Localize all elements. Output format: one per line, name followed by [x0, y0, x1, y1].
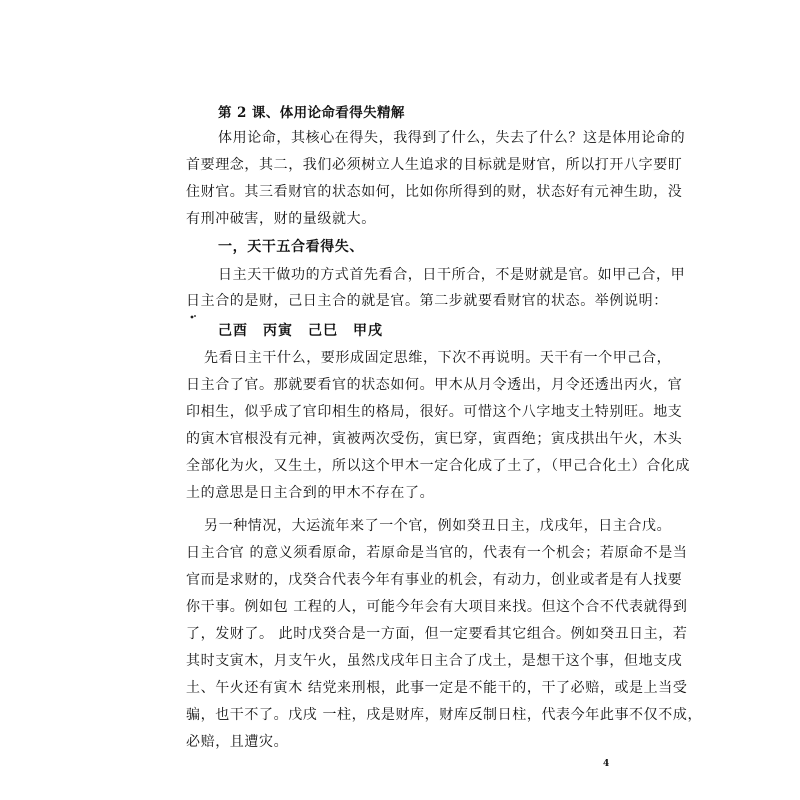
- paragraph-4-line-4: 你干事。例如包 工程的人，可能今年会有大项目来找。但这个合不代表就得到: [186, 599, 688, 615]
- paragraph-3-line-3: 印相生，似乎成了官印相生的格局，很好。可惜这个八字地支土特别旺。地支: [186, 404, 683, 420]
- paragraph-1-line-2: 首要理念，其二，我们必须树立人生追求的目标就是财官，所以打开八字要盯: [186, 157, 683, 173]
- paragraph-4-line-1: 另一种情况，大运流年来了一个官，例如癸丑日主，戊戌年，日主合戊。: [204, 518, 672, 534]
- paragraph-4-line-3: 官而是求财的，戊癸合代表今年有事业的机会，有动力，创业或者是有人找要: [186, 572, 683, 588]
- paragraph-2-line-1: 日主天干做功的方式首先看合，日干所合，不是财就是官。如甲己合，甲: [218, 267, 686, 283]
- lesson-title: 第 2 课、体用论命看得失精解: [218, 105, 405, 121]
- paragraph-3-line-1: 先看日主干什么，要形成固定思维，下次不再说明。天干有一个甲己合，: [204, 350, 672, 366]
- paragraph-3-line-6: 土的意思是日主合到的甲木不存在了。: [186, 485, 435, 501]
- paragraph-1-line-3: 住财官。其三看财官的状态如何，比如你所得到的财，状态好有元神生助，没: [186, 184, 683, 200]
- example-pillars: 己酉 丙寅 己巳 甲戌: [218, 323, 383, 339]
- section-heading: 一，天干五合看得失、: [218, 239, 364, 255]
- paragraph-4-line-8: 骗，也干不了。戊戌 一柱，戌是财库，财库反制日柱，代表今年此事不仅不成，: [186, 707, 703, 723]
- page-number: 4: [603, 759, 610, 769]
- paragraph-3-line-4: 的寅木官根没有元神，寅被两次受伤，寅巳穿，寅酉绝；寅戌拱出午火，木头: [186, 431, 683, 447]
- paragraph-4-line-7: 土、午火还有寅木 结党来刑根，此事一定是不能干的，干了必赔，或是上当受: [186, 680, 688, 696]
- paragraph-1-line-4: 有刑冲破害，财的量级就大。: [186, 211, 376, 227]
- paragraph-2-line-2: 日主合的是财，己日主合的就是官。第二步就要看财官的状态。举例说明：: [186, 293, 668, 309]
- paragraph-4-line-2: 日主合官 的意义须看原命，若原命是当官的，代表有一个机会；若原命不是当: [186, 545, 688, 561]
- scan-speck-icon: [189, 306, 197, 314]
- paragraph-4-line-9: 必赔，且遭灾。: [186, 734, 289, 750]
- paragraph-4-line-5: 了，发财了。 此时戊癸合是一方面，但一定要看其它组合。例如癸丑日主，若: [186, 626, 688, 642]
- paragraph-1-line-1: 体用论命，其核心在得失，我得到了什么，失去了什么？这是体用论命的: [218, 130, 686, 146]
- paragraph-3-line-5: 全部化为火，又生土，所以这个甲木一定合化成了土了，（甲己合化土）合化成: [186, 458, 690, 474]
- paragraph-3-line-2: 日主合了官。那就要看官的状态如何。甲木从月令透出，月令还透出丙火，官: [186, 377, 683, 393]
- paragraph-4-line-6: 其时支寅木，月支午火，虽然戊戌年日主合了戊土，是想干这个事，但地支戌: [186, 653, 683, 669]
